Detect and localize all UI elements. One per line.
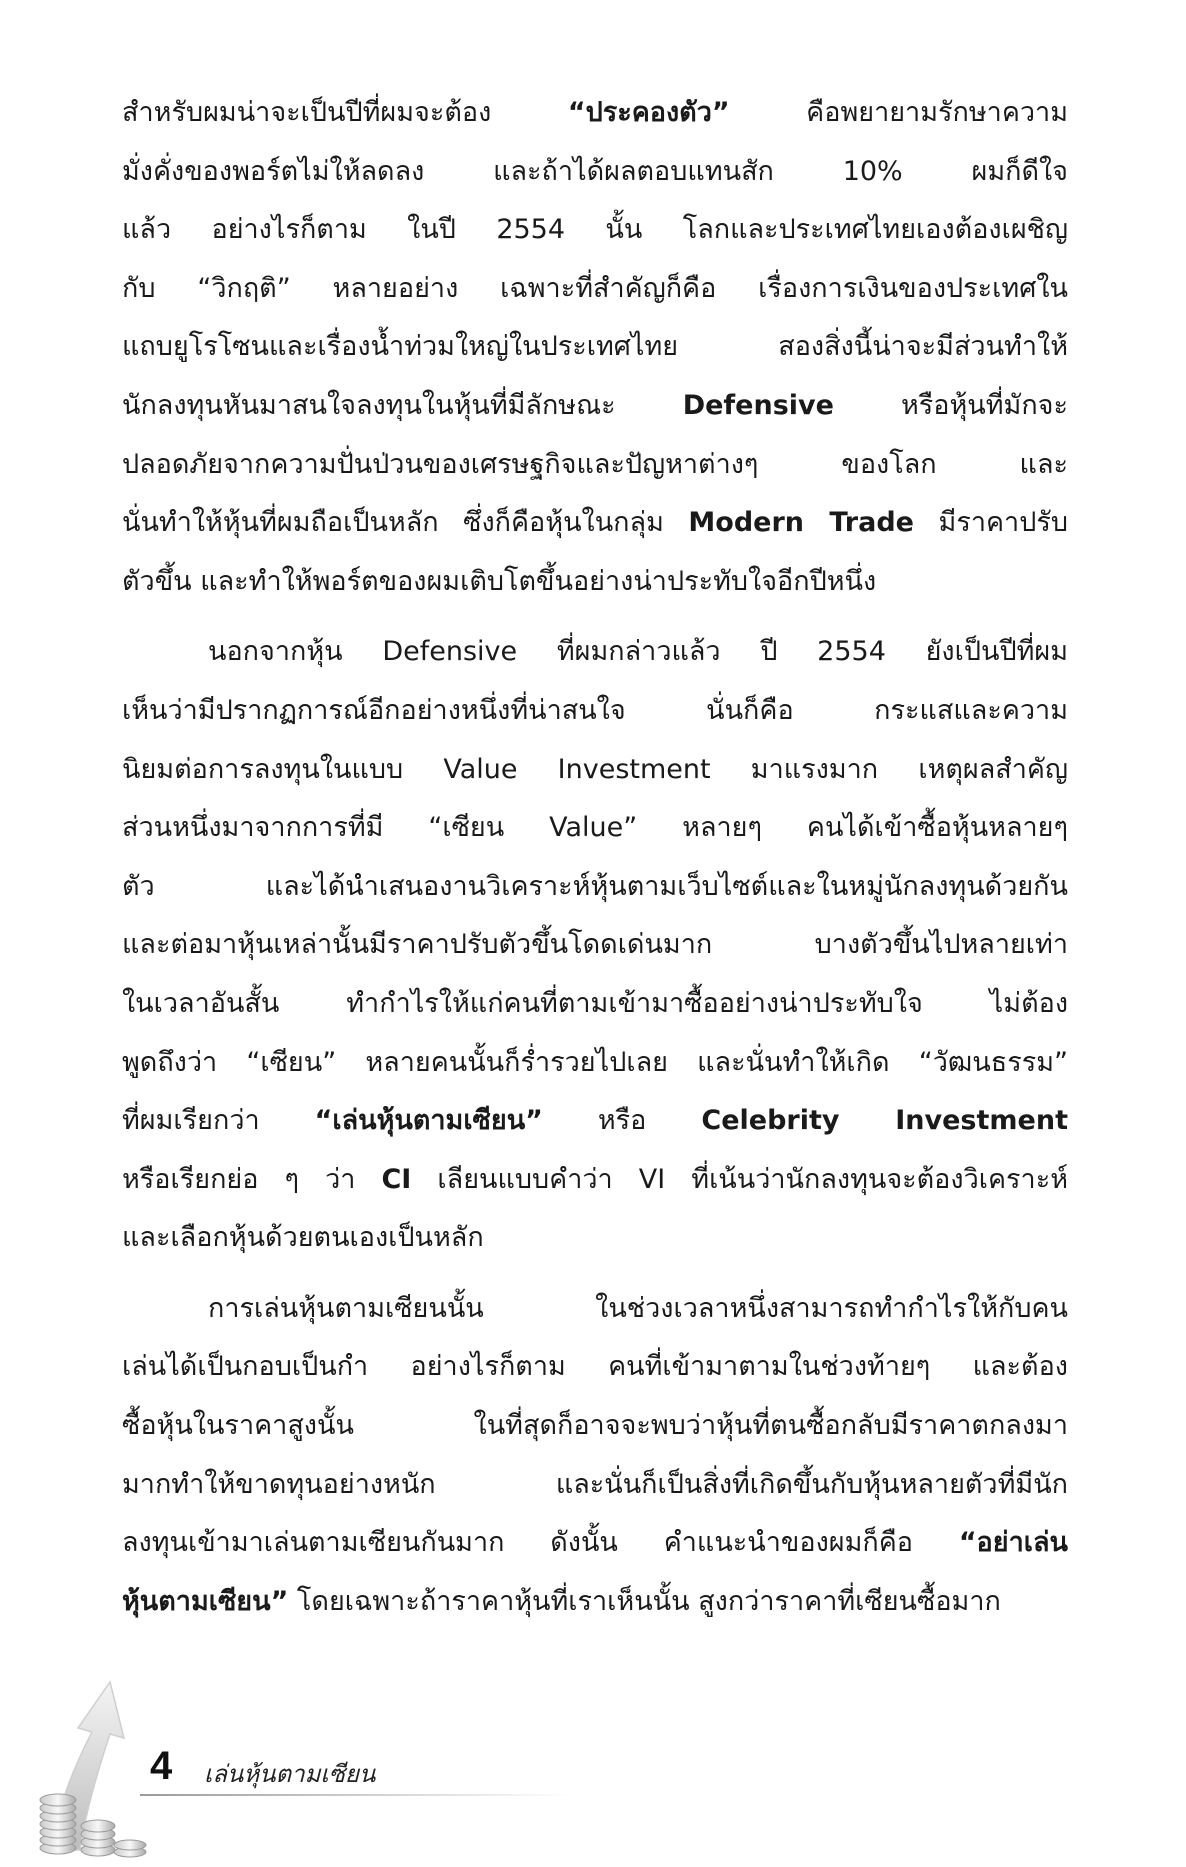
page-footer [0, 1670, 1186, 1867]
text-line: หุ้นตามเซียน” โดยเฉพาะถ้าราคาหุ้นที่เราเห็นนั้น สูงกว่าราคาที่เซียนซื้อมาก [122, 1585, 1001, 1617]
text-line: นักลงทุนหันมาสนใจลงทุนในหุ้นที่มีลักษณะ Defensive หรือหุ้นที่มักจะ [122, 389, 1068, 421]
rising-arrow-coins-icon [20, 1670, 173, 1860]
text-line: สำหรับผมน่าจะเป็นปีที่ผมจะต้อง “ประคองตัว” คือพยายามรักษาความ [122, 97, 1068, 128]
text-line: ตัว และได้นำเสนองานวิเคราะห์หุ้นตามเว็บไซต์และในหมู่นักลงทุนด้วยกัน [122, 870, 1068, 902]
text-line: เห็นว่ามีปรากฏการณ์อีกอย่างหนึ่งที่น่าสนใจ นั่นก็คือ กระแสและความ [122, 694, 1068, 726]
text-line: นิยมต่อการลงทุนในแบบ Value Investment มาแรงมาก เหตุผลสำคัญ [122, 753, 1068, 785]
emphasis-text: “อย่าเล่น [958, 1527, 1068, 1559]
text-line: พูดถึงว่า “เซียน” หลายคนนั้นก็ร่ำรวยไปเลย และนั่นทำให้เกิด “วัฒนธรรม” [122, 1046, 1068, 1078]
text-line: การเล่นหุ้นตามเซียนนั้น ในช่วงเวลาหนึ่งสามารถทำกำไรให้กับคน [208, 1292, 1068, 1324]
emphasis-text: CI [381, 1163, 412, 1195]
text-line: นอกจากหุ้น Defensive ที่ผมกล่าวแล้ว ปี 2554 ยังเป็นปีที่ผม [208, 636, 1068, 668]
text-line: ที่ผมเรียกว่า “เล่นหุ้นตามเซียน” หรือ Celebrity Investment [122, 1105, 1068, 1137]
text-line: ส่วนหนึ่งมาจากการที่มี “เซียน Value” หลายๆ คนได้เข้าซื้อหุ้นหลายๆ [122, 812, 1068, 844]
emphasis-text: Defensive [682, 389, 834, 421]
emphasis-text: หุ้นตามเซียน” [122, 1585, 289, 1617]
text-line: ลงทุนเข้ามาเล่นตามเซียนกันมาก ดังนั้น คำแนะนำของผมก็คือ “อย่าเล่น [122, 1527, 1068, 1559]
text-line: ซื้อหุ้นในราคาสูงนั้น ในที่สุดก็อาจจะพบว่าหุ้นที่ตนซื้อกลับมีราคาตกลงมา [122, 1410, 1068, 1442]
emphasis-text: “ประคองตัว” [567, 97, 730, 128]
page-number: 4 [150, 1744, 173, 1788]
text-line: และต่อมาหุ้นเหล่านั้นมีราคาปรับตัวขึ้นโดดเด่นมาก บางตัวขึ้นไปหลายเท่า [122, 929, 1068, 961]
emphasis-text: Modern Trade [688, 507, 914, 539]
text-line: มากทำให้ขาดทุนอย่างหนัก และนั่นก็เป็นสิ่งที่เกิดขึ้นกับหุ้นหลายตัวที่มีนัก [122, 1468, 1068, 1500]
text-line: ปลอดภัยจากความปั่นป่วนของเศรษฐกิจและปัญหาต่างๆ ของโลก และ [122, 448, 1068, 480]
footer-divider [140, 1794, 570, 1796]
text-line: เล่นได้เป็นกอบเป็นกำ อย่างไรก็ตาม คนที่เข้ามาตามในช่วงท้ายๆ และต้อง [122, 1351, 1068, 1383]
body-text [122, 84, 1068, 1631]
text-line: แถบยูโรโซนและเรื่องน้ำท่วมใหญ่ในประเทศไทย สองสิ่งนี้น่าจะมีส่วนทำให้ [122, 331, 1068, 363]
text-line: และเลือกหุ้นด้วยตนเองเป็นหลัก [122, 1222, 484, 1254]
text-line: แล้ว อย่างไรก็ตาม ในปี 2554 นั้น โลกและประเทศไทยเองต้องเผชิญ [122, 214, 1068, 246]
emphasis-text: Celebrity Investment [701, 1105, 1068, 1137]
text-line: นั่นทำให้หุ้นที่ผมถือเป็นหลัก ซึ่งก็คือหุ้นในกลุ่ม Modern Trade มีราคาปรับ [122, 507, 1068, 539]
running-book-title: เล่นหุ้นตามเซียน [204, 1760, 376, 1788]
text-line: กับ “วิกฤติ” หลายอย่าง เฉพาะที่สำคัญก็คือ เรื่องการเงินของประเทศใน [122, 272, 1068, 304]
text-line: ตัวขึ้น และทำให้พอร์ตของผมเติบโตขึ้นอย่างน่าประทับใจอีกปีหนึ่ง [122, 565, 877, 597]
emphasis-text: “เล่นหุ้นตามเซียน” [314, 1105, 543, 1137]
text-line: มั่งคั่งของพอร์ตไม่ให้ลดลง และถ้าได้ผลตอบแทนสัก 10% ผมก็ดีใจ [122, 155, 1068, 187]
text-line: หรือเรียกย่อ ๆ ว่า CI เลียนแบบคำว่า VI ที่เน้นว่านักลงทุนจะต้องวิเคราะห์ [122, 1163, 1068, 1195]
text-line: ในเวลาอันสั้น ทำกำไรให้แก่คนที่ตามเข้ามาซื้ออย่างน่าประทับใจ ไม่ต้อง [122, 987, 1068, 1019]
